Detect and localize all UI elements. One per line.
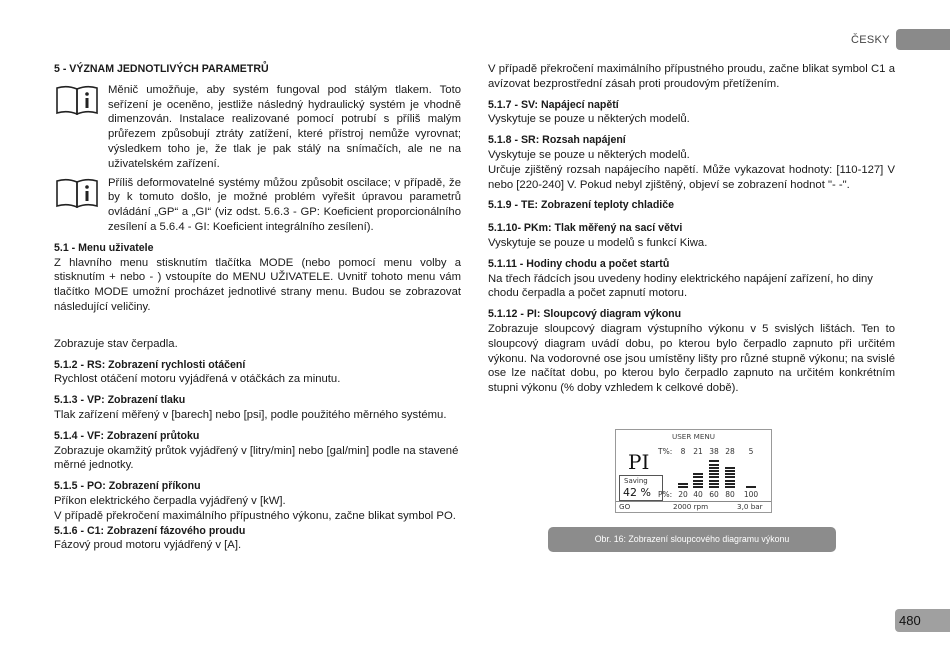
text-5-1-3: Tlak zařízení měřený v [barech] nebo [psi], podle použitého měrného systému. <box>54 408 447 421</box>
heading-5-1: 5.1 - Menu uživatele <box>54 241 154 254</box>
bar-segment <box>725 473 735 475</box>
bar-segment <box>725 486 735 488</box>
language-tab <box>896 29 950 50</box>
p-value: 80 <box>725 490 735 499</box>
figure-caption: Obr. 16: Zobrazení sloupcového diagramu výkonu <box>548 527 836 552</box>
heading-5-1-8: 5.1.8 - SR: Rozsah napájení <box>488 134 626 147</box>
t-value: 28 <box>725 447 735 456</box>
bar-segment <box>709 467 719 469</box>
lcd-screen-figure <box>615 429 772 513</box>
bar-segment <box>693 486 703 488</box>
t-value: 8 <box>680 447 686 456</box>
heading-5-1-3: 5.1.3 - VP: Zobrazení tlaku <box>54 394 186 407</box>
text-5-1-5a: Příkon elektrického čerpadla vyjádřený v [kW]. <box>54 494 286 507</box>
p-value: 20 <box>678 490 688 499</box>
info-book-icon <box>54 85 100 115</box>
info-text-2: Příliš deformovatelné systémy můžou způsobit oscilace; v případě, že by k tomuto došlo, je možné problém vyřešit úpravou parametrů ovládání „GP“ a „GI“ (viz odst. 5.6.3 - GP: Koeficient proporcionálního zesílení a 5.6.4 - GI: Koeficient integrálního zesílení). <box>108 176 461 233</box>
t-value: 5 <box>748 447 754 456</box>
heading-5-1-9: 5.1.9 - TE: Zobrazení teploty chladiče <box>488 199 675 212</box>
bar-segment <box>709 460 719 462</box>
bar-segment <box>725 470 735 472</box>
p-value: 40 <box>693 490 703 499</box>
section-title: 5 - VÝZNAM JEDNOTLIVÝCH PARAMETRŮ <box>54 63 269 75</box>
text-5-1: Z hlavního menu stisknutím tlačítka MODE (nebo pomocí menu volby a stisknutím + nebo - ) vstoupíte do MENU UŽIVATELE. Uvnitř tohoto menu vám tlačítko MODE umožní procházet jednotlivé strany menu. Budou se zobrazovat následující veličiny. <box>54 256 461 313</box>
bar-segment <box>709 483 719 485</box>
text-5-1-10: Vyskytuje se pouze u modelů s funkcí Kiwa. <box>488 236 708 249</box>
info-text-1: Měnič umožňuje, aby systém fungoval pod stálým tlakem. Toto seřízení je oceněno, jestliže následný hydraulický systém je vhodně dimenzován. Instalace realizované pomocí potrubí s příliš malým průřezem způsobují ztráty zatížení, které přístroj nemůže vyrovnat; výsledkem toho je, že tlak je pak stálý na snímačích, ale ne na uživatelském zařízení. <box>108 83 461 170</box>
info-note-1 <box>54 83 461 172</box>
bar-segment <box>725 483 735 485</box>
text-5-1-12: Zobrazuje sloupcový diagram výstupního výkonu v 5 svislých lištách. Ten to sloupcový diagram uvádí dobu, po kterou bylo čerpadlo zapnuto při určitém výkonu. Na vodorovné ose jsou umístěny lišty pro různé stupně výkonu; na svislé ose lze načítat dobu, po kterou bylo čerpadlo zapnuto na určitém konkrétním stupni výkonu (% doby vzhledem k celkové době). <box>488 322 895 395</box>
right-column <box>488 62 895 396</box>
heading-5-1-11: 5.1.11 - Hodiny chodu a počet startů <box>488 257 670 270</box>
bar-segment <box>725 467 735 469</box>
text-5-1-8a: Vyskytuje se pouze u některých modelů. <box>488 148 690 161</box>
bar-segment <box>725 480 735 482</box>
t-label: T%: <box>658 447 673 456</box>
lcd-title: USER MENU <box>671 432 716 441</box>
text-5-1-4: Zobrazuje okamžitý průtok vyjádřený v [litry/min] nebo [gal/min] podle na stavené měrné jednotky. <box>54 444 459 472</box>
bar-segment <box>709 480 719 482</box>
bar-segment <box>709 470 719 472</box>
text-5-1-6: Fázový proud motoru vyjádřený v [A]. <box>54 539 242 552</box>
saving-label: Saving <box>624 477 648 485</box>
left-column <box>54 62 461 553</box>
saving-box <box>619 475 663 501</box>
t-value: 38 <box>709 447 719 456</box>
info-book-icon <box>54 178 100 208</box>
heading-5-1-2: 5.1.2 - RS: Zobrazení rychlosti otáčení <box>54 358 246 371</box>
bar-segment <box>693 473 703 475</box>
heading-5-1-12: 5.1.12 - PI: Sloupcový diagram výkonu <box>488 308 682 321</box>
text-5-1-2: Rychlost otáčení motoru vyjádřená v otáčkách za minutu. <box>54 373 341 386</box>
footer-go: GO <box>619 502 631 511</box>
page-number: 480 <box>895 609 950 632</box>
heading-5-1-5: 5.1.5 - PO: Zobrazení příkonu <box>54 480 201 493</box>
p-value: 60 <box>709 490 719 499</box>
p-label: P%: <box>658 490 673 499</box>
text-5-1-5b: V případě překročení maximálního přípustného výkonu, začne blikat symbol PO. <box>54 509 456 522</box>
saving-value: 42 % <box>623 486 651 499</box>
bar-segment <box>709 473 719 475</box>
heading-5-1-7: 5.1.7 - SV: Napájecí napětí <box>488 98 619 111</box>
t-value: 21 <box>693 447 703 456</box>
bar-segment <box>709 476 719 478</box>
language-label: ČESKY <box>851 34 890 46</box>
bar-segment <box>693 483 703 485</box>
footer-rpm: 2000 rpm <box>673 502 709 511</box>
bar-segment <box>678 486 688 488</box>
bar-segment <box>693 480 703 482</box>
bar-segment <box>709 486 719 488</box>
lcd-pi-label: PI <box>628 450 650 474</box>
bar-segment <box>709 464 719 466</box>
text-continued: V případě překročení maximálního přípustného proudu, začne blikat symbol C1 a avízovat bezprostřední zásah proti proudovým přetížením. <box>488 63 895 90</box>
info-note-2 <box>54 176 461 235</box>
heading-5-1-10: 5.1.10- PKm: Tlak měřený na sací větvi <box>488 222 683 235</box>
status-text: Zobrazuje stav čerpadla. <box>54 337 178 350</box>
text-5-1-8b: Určuje zjištěný rozsah napájecího napětí. Může vykazovat hodnoty: [110-127] V nebo [220-240] V. Pokud nebyl zjištěný, objeví se zobrazení hodnot "- -". <box>488 163 895 191</box>
bar-segment <box>693 476 703 478</box>
p-value: 100 <box>743 490 759 499</box>
bar-segment <box>746 486 756 488</box>
text-5-1-11: Na třech řádcích jsou uvedeny hodiny elektrického napájení zařízení, ho diny chodu čerpadla a počet zapnutí motoru. <box>488 272 873 300</box>
footer-bar: 3,0 bar <box>737 502 763 511</box>
bar-segment <box>678 483 688 485</box>
heading-5-1-4: 5.1.4 - VF: Zobrazení průtoku <box>54 429 200 442</box>
heading-5-1-6: 5.1.6 - C1: Zobrazení fázového proudu <box>54 524 246 537</box>
bar-segment <box>725 476 735 478</box>
text-5-1-7: Vyskytuje se pouze u některých modelů. <box>488 113 690 126</box>
